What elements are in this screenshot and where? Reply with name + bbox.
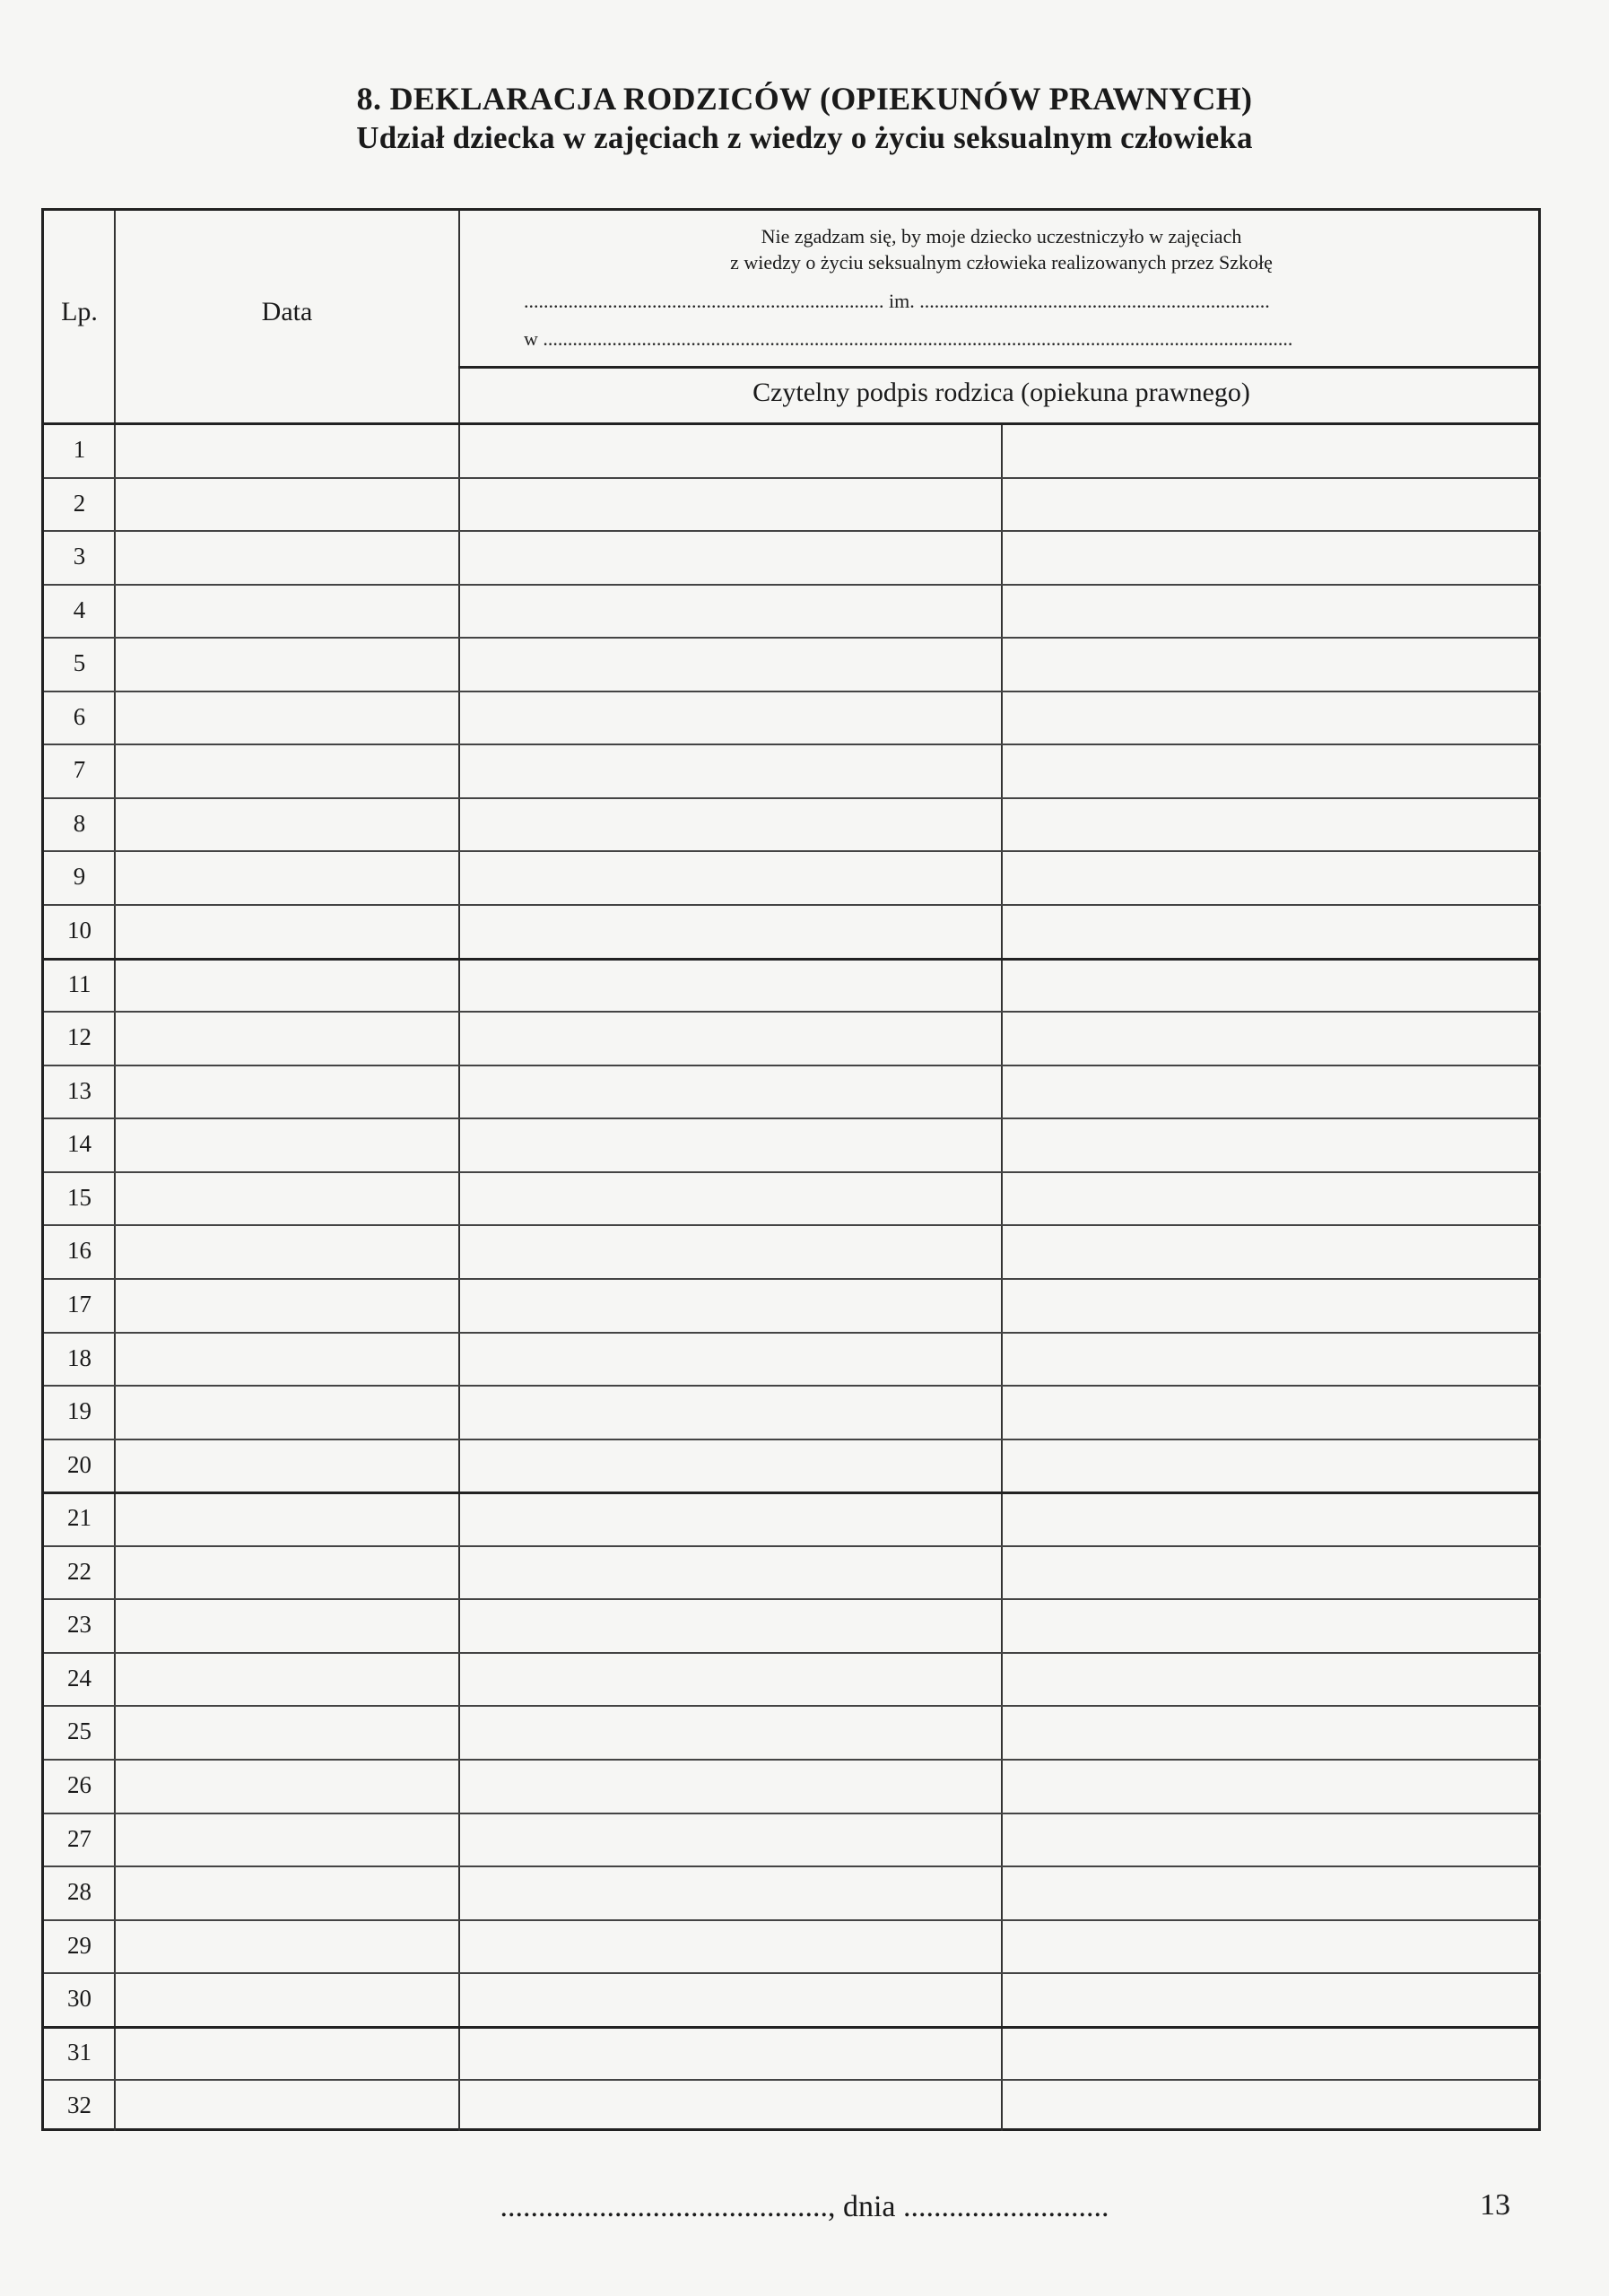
date-cell[interactable]: [116, 638, 458, 690]
signature-cell[interactable]: [460, 1439, 1540, 1492]
signature-cell[interactable]: [460, 1172, 1540, 1224]
date-signature-line[interactable]: ..........................................., dnia ...........................: [500, 2190, 1109, 2223]
column-header-signature: Czytelny podpis rodzica (opiekuna prawnego): [752, 378, 1250, 407]
row-number: 26: [67, 1771, 91, 1798]
date-cell[interactable]: [116, 851, 458, 903]
signature-cell[interactable]: [460, 1279, 1540, 1331]
signature-cell[interactable]: [460, 531, 1540, 583]
signature-cell[interactable]: [460, 1225, 1540, 1277]
signature-cell[interactable]: [460, 1973, 1540, 2025]
column-header-data: Data: [261, 297, 313, 326]
signature-cell[interactable]: [460, 1012, 1540, 1064]
page-number: 13: [1480, 2188, 1510, 2222]
date-cell[interactable]: [116, 1920, 458, 1972]
date-cell[interactable]: [116, 1813, 458, 1866]
signature-cell[interactable]: [460, 1653, 1540, 1705]
date-cell[interactable]: [116, 1706, 458, 1758]
row-number: 25: [67, 1718, 91, 1745]
date-cell[interactable]: [116, 531, 458, 583]
row-number: 15: [67, 1183, 91, 1211]
date-cell[interactable]: [116, 2027, 458, 2079]
date-cell[interactable]: [116, 1866, 458, 1918]
date-cell[interactable]: [116, 1760, 458, 1812]
row-number: 28: [67, 1878, 91, 1906]
date-cell[interactable]: [116, 585, 458, 637]
row-number: 3: [73, 543, 86, 570]
date-cell[interactable]: [116, 959, 458, 1011]
consent-line-1: Nie zgadzam się, by moje dziecko uczestniczyło w zajęciach: [761, 225, 1242, 248]
signature-cell[interactable]: [460, 638, 1540, 690]
signature-cell[interactable]: [460, 1333, 1540, 1385]
row-number: 24: [67, 1664, 91, 1692]
date-cell[interactable]: [116, 1118, 458, 1170]
signature-cell[interactable]: [460, 1546, 1540, 1598]
signature-cell[interactable]: [460, 1492, 1540, 1544]
row-number: 32: [67, 2092, 91, 2119]
row-number: 22: [67, 1557, 91, 1585]
date-cell[interactable]: [116, 1012, 458, 1064]
date-cell[interactable]: [116, 424, 458, 476]
row-number: 6: [73, 702, 86, 730]
row-number: 17: [67, 1290, 91, 1318]
date-cell[interactable]: [116, 1333, 458, 1385]
date-cell[interactable]: [116, 798, 458, 850]
header-divider: [458, 366, 1541, 369]
row-number: 9: [73, 863, 86, 891]
date-cell[interactable]: [116, 1653, 458, 1705]
document-subtitle: Udział dziecka w zajęciach z wiedzy o życiu seksualnym człowieka: [356, 120, 1253, 155]
row-number: 31: [67, 2038, 91, 2066]
row-number: 16: [67, 1237, 91, 1265]
signature-cell[interactable]: [460, 851, 1540, 903]
date-cell[interactable]: [116, 1492, 458, 1544]
signature-cell[interactable]: [460, 478, 1540, 530]
signature-cell[interactable]: [460, 744, 1540, 796]
column-header-lp: Lp.: [61, 297, 98, 326]
signature-cell[interactable]: [460, 585, 1540, 637]
date-cell[interactable]: [116, 2080, 458, 2132]
row-number: 5: [73, 649, 86, 677]
date-cell[interactable]: [116, 1065, 458, 1118]
signature-cell[interactable]: [460, 1813, 1540, 1866]
date-cell[interactable]: [116, 1599, 458, 1651]
row-number: 30: [67, 1985, 91, 2013]
row-number: 27: [67, 1824, 91, 1852]
row-number: 4: [73, 596, 86, 623]
row-number: 21: [67, 1504, 91, 1532]
signature-cell[interactable]: [460, 1599, 1540, 1651]
row-number: 19: [67, 1397, 91, 1425]
signature-cell[interactable]: [460, 1386, 1540, 1438]
signature-cell[interactable]: [460, 1118, 1540, 1170]
date-cell[interactable]: [116, 744, 458, 796]
signature-cell[interactable]: [460, 1706, 1540, 1758]
row-number: 10: [67, 917, 91, 944]
declaration-table: [41, 208, 1541, 2131]
row-number: 2: [73, 489, 86, 517]
document-title: 8. DEKLARACJA RODZICÓW (OPIEKUNÓW PRAWNYCH): [356, 81, 1253, 117]
row-number: 13: [67, 1076, 91, 1104]
signature-cell[interactable]: [460, 959, 1540, 1011]
signature-cell[interactable]: [460, 2027, 1540, 2079]
date-cell[interactable]: [116, 478, 458, 530]
date-cell[interactable]: [116, 1386, 458, 1438]
date-cell[interactable]: [116, 1172, 458, 1224]
document-header: [0, 79, 1609, 158]
signature-cell[interactable]: [460, 1866, 1540, 1918]
signature-cell[interactable]: [460, 1065, 1540, 1118]
row-number: 8: [73, 809, 86, 837]
row-number: 18: [67, 1344, 91, 1371]
date-cell[interactable]: [116, 905, 458, 957]
signature-cell[interactable]: [460, 2080, 1540, 2132]
child-name-field[interactable]: ......................................................................... im. .......................................................................: [524, 290, 1270, 312]
signature-cell[interactable]: [460, 1760, 1540, 1812]
row-number: 29: [67, 1931, 91, 1959]
signature-cell[interactable]: [460, 691, 1540, 744]
row-number: 11: [67, 970, 91, 997]
signature-cell[interactable]: [460, 424, 1540, 476]
consent-statement: [459, 223, 1544, 275]
date-cell[interactable]: [116, 1279, 458, 1331]
signature-cell[interactable]: [460, 1920, 1540, 1972]
row-number: 1: [73, 436, 86, 463]
signature-cell[interactable]: [460, 798, 1540, 850]
signature-cell[interactable]: [460, 905, 1540, 957]
row-number: 12: [67, 1023, 91, 1051]
row-number: 23: [67, 1611, 91, 1639]
consent-line-2: z wiedzy o życiu seksualnym człowieka realizowanych przez Szkołę: [730, 251, 1273, 274]
date-cell[interactable]: [116, 1439, 458, 1492]
school-place-field[interactable]: w ........................................................................................................................................................: [524, 327, 1293, 350]
row-number: 7: [73, 756, 86, 784]
date-cell[interactable]: [116, 691, 458, 744]
date-cell[interactable]: [116, 1973, 458, 2025]
date-cell[interactable]: [116, 1546, 458, 1598]
row-number: 20: [67, 1450, 91, 1478]
row-number: 14: [67, 1130, 91, 1158]
date-cell[interactable]: [116, 1225, 458, 1277]
